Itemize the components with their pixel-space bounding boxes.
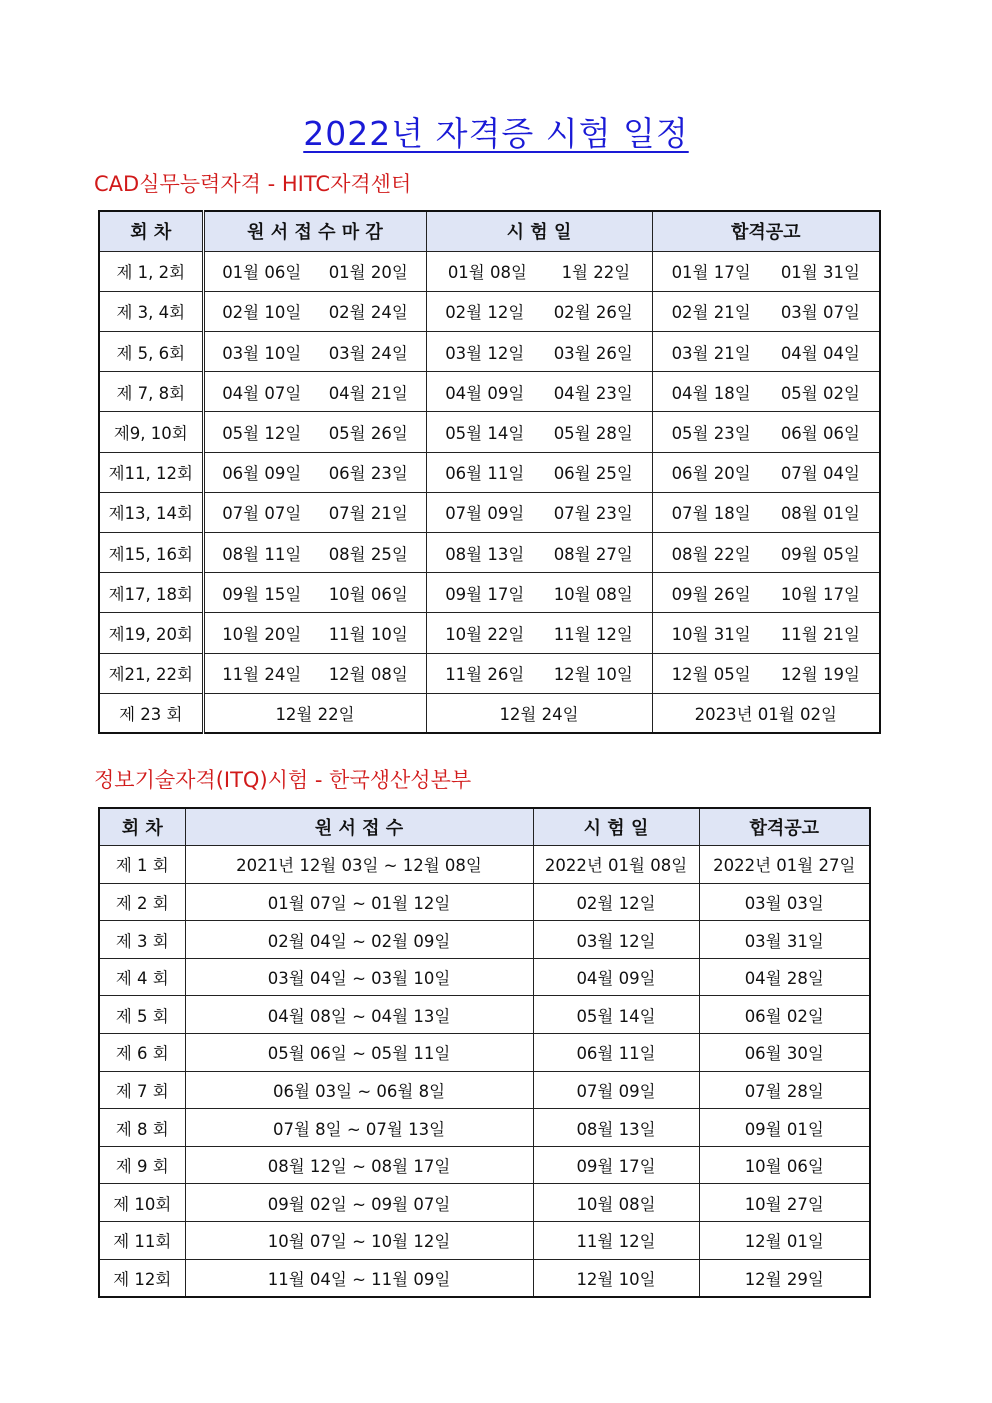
date-pair bbox=[205, 340, 426, 364]
exam-date: 10월 08일 bbox=[553, 584, 633, 604]
result-date: 06월 20일 bbox=[671, 464, 751, 484]
round-cell: 제 1, 2회 bbox=[99, 251, 203, 291]
exam-cell bbox=[426, 412, 652, 452]
round-cell: 제 5, 6회 bbox=[99, 332, 203, 372]
apply-cell bbox=[203, 653, 426, 693]
date-pair bbox=[653, 661, 880, 685]
table-row bbox=[99, 1109, 870, 1147]
table-row bbox=[99, 1259, 870, 1297]
table-row bbox=[99, 1146, 870, 1184]
round-cell: 제 2 회 bbox=[99, 883, 185, 921]
exam-cell bbox=[426, 251, 652, 291]
date-pair bbox=[427, 460, 652, 484]
result-date: 04월 04일 bbox=[780, 343, 860, 363]
date-pair bbox=[205, 581, 426, 605]
result-date: 08월 22일 bbox=[671, 544, 751, 564]
exam-date: 08월 27일 bbox=[553, 544, 633, 564]
table-header-row bbox=[99, 808, 870, 846]
header-result: 합격공고 bbox=[699, 808, 870, 846]
result-cell: 03월 31일 bbox=[699, 921, 870, 959]
round-cell: 제 11회 bbox=[99, 1222, 185, 1260]
table-row bbox=[99, 291, 880, 331]
result-cell bbox=[652, 291, 880, 331]
apply-cell: 03월 04일 ~ 03월 10일 bbox=[185, 958, 533, 996]
exam-date: 05월 28일 bbox=[553, 424, 633, 444]
table-row bbox=[99, 412, 880, 452]
apply-date: 01월 06일 bbox=[222, 263, 302, 283]
round-cell: 제 3 회 bbox=[99, 921, 185, 959]
exam-cell: 07월 09일 bbox=[533, 1071, 699, 1109]
page-title bbox=[0, 108, 992, 155]
exam-date: 07월 09일 bbox=[445, 504, 525, 524]
apply-cell bbox=[203, 573, 426, 613]
exam-cell bbox=[426, 291, 652, 331]
date-pair bbox=[427, 661, 652, 685]
result-date: 07월 18일 bbox=[671, 504, 751, 524]
result-cell: 09월 01일 bbox=[699, 1109, 870, 1147]
apply-cell bbox=[203, 251, 426, 291]
apply-cell bbox=[203, 291, 426, 331]
round-cell: 제 8 회 bbox=[99, 1109, 185, 1147]
date-pair bbox=[653, 460, 880, 484]
table-row bbox=[99, 332, 880, 372]
exam-cell bbox=[426, 452, 652, 492]
date-pair bbox=[653, 621, 880, 645]
result-cell: 2023년 01월 02일 bbox=[652, 693, 880, 733]
date-pair bbox=[205, 299, 426, 323]
table-row bbox=[99, 1071, 870, 1109]
apply-cell: 10월 07일 ~ 10월 12일 bbox=[185, 1222, 533, 1260]
cad-schedule-table bbox=[98, 210, 881, 734]
header-apply-deadline: 원 서 접 수 마 감 bbox=[203, 211, 426, 251]
date-pair bbox=[427, 541, 652, 565]
apply-date: 12월 08일 bbox=[328, 665, 408, 685]
result-cell bbox=[652, 251, 880, 291]
round-cell: 제15, 16회 bbox=[99, 533, 203, 573]
result-cell: 06월 02일 bbox=[699, 996, 870, 1034]
table-row bbox=[99, 251, 880, 291]
result-cell: 06월 30일 bbox=[699, 1034, 870, 1072]
header-round: 회 차 bbox=[99, 808, 185, 846]
result-cell: 2022년 01월 27일 bbox=[699, 846, 870, 884]
result-date: 03월 07일 bbox=[780, 303, 860, 323]
itq-section-title: 정보기술자격(ITQ)시험 - 한국생산성본부 bbox=[94, 768, 472, 792]
date-pair bbox=[653, 420, 880, 444]
apply-cell bbox=[203, 613, 426, 653]
apply-date: 08월 25일 bbox=[328, 544, 408, 564]
result-cell bbox=[652, 573, 880, 613]
exam-cell: 04월 09일 bbox=[533, 958, 699, 996]
result-date: 06월 06일 bbox=[780, 424, 860, 444]
result-date: 11월 21일 bbox=[780, 624, 860, 644]
exam-date: 02월 26일 bbox=[553, 303, 633, 323]
apply-cell: 12월 22일 bbox=[203, 693, 426, 733]
exam-date: 04월 23일 bbox=[553, 383, 633, 403]
round-cell: 제13, 14회 bbox=[99, 492, 203, 532]
apply-cell: 07월 8일 ~ 07월 13일 bbox=[185, 1109, 533, 1147]
date-pair bbox=[427, 259, 652, 283]
table-row bbox=[99, 533, 880, 573]
table-row bbox=[99, 996, 870, 1034]
apply-date: 11월 10일 bbox=[328, 624, 408, 644]
table-row bbox=[99, 653, 880, 693]
result-date: 01월 17일 bbox=[671, 263, 751, 283]
result-date: 12월 19일 bbox=[780, 665, 860, 685]
page-title-text: 2022년 자격증 시험 일정 bbox=[303, 114, 689, 153]
date-pair bbox=[205, 259, 426, 283]
result-date: 07월 04일 bbox=[780, 464, 860, 484]
result-date: 08월 01일 bbox=[780, 504, 860, 524]
round-cell: 제 6 회 bbox=[99, 1034, 185, 1072]
table-row bbox=[99, 1034, 870, 1072]
round-cell: 제 3, 4회 bbox=[99, 291, 203, 331]
table-row bbox=[99, 883, 870, 921]
header-apply: 원 서 접 수 bbox=[185, 808, 533, 846]
exam-date: 02월 12일 bbox=[445, 303, 525, 323]
result-cell bbox=[652, 452, 880, 492]
apply-date: 04월 07일 bbox=[222, 383, 302, 403]
date-pair bbox=[205, 621, 426, 645]
header-exam-date: 시 험 일 bbox=[533, 808, 699, 846]
result-cell bbox=[652, 533, 880, 573]
apply-date: 09월 15일 bbox=[222, 584, 302, 604]
exam-date: 10월 22일 bbox=[445, 624, 525, 644]
result-cell: 07월 28일 bbox=[699, 1071, 870, 1109]
apply-date: 11월 24일 bbox=[222, 665, 302, 685]
result-cell bbox=[652, 613, 880, 653]
apply-date: 05월 12일 bbox=[222, 424, 302, 444]
result-cell bbox=[652, 492, 880, 532]
apply-cell bbox=[203, 452, 426, 492]
round-cell: 제 5 회 bbox=[99, 996, 185, 1034]
apply-cell bbox=[203, 412, 426, 452]
result-cell: 10월 06일 bbox=[699, 1146, 870, 1184]
apply-cell: 2021년 12월 03일 ~ 12월 08일 bbox=[185, 846, 533, 884]
apply-date: 01월 20일 bbox=[328, 263, 408, 283]
round-cell: 제 23 회 bbox=[99, 693, 203, 733]
apply-cell: 09월 02일 ~ 09월 07일 bbox=[185, 1184, 533, 1222]
header-round: 회 차 bbox=[99, 211, 203, 251]
round-cell: 제 10회 bbox=[99, 1184, 185, 1222]
result-cell: 12월 01일 bbox=[699, 1222, 870, 1260]
result-cell bbox=[652, 332, 880, 372]
date-pair bbox=[205, 380, 426, 404]
exam-cell bbox=[426, 533, 652, 573]
exam-date: 04월 09일 bbox=[445, 383, 525, 403]
date-pair bbox=[205, 500, 426, 524]
date-pair bbox=[205, 541, 426, 565]
result-date: 01월 31일 bbox=[780, 263, 860, 283]
table-row bbox=[99, 1184, 870, 1222]
exam-date: 07월 23일 bbox=[553, 504, 633, 524]
exam-cell: 05월 14일 bbox=[533, 996, 699, 1034]
result-date: 12월 05일 bbox=[671, 665, 751, 685]
exam-date: 08월 13일 bbox=[445, 544, 525, 564]
apply-cell bbox=[203, 372, 426, 412]
apply-date: 07월 21일 bbox=[328, 504, 408, 524]
apply-date: 08월 11일 bbox=[222, 544, 302, 564]
date-pair bbox=[653, 299, 880, 323]
apply-date: 03월 10일 bbox=[222, 343, 302, 363]
apply-cell: 08월 12일 ~ 08월 17일 bbox=[185, 1146, 533, 1184]
exam-date: 05월 14일 bbox=[445, 424, 525, 444]
exam-cell bbox=[426, 372, 652, 412]
table-row bbox=[99, 958, 870, 996]
exam-date: 03월 12일 bbox=[445, 343, 525, 363]
apply-cell: 11월 04일 ~ 11월 09일 bbox=[185, 1259, 533, 1297]
round-cell: 제 1 회 bbox=[99, 846, 185, 884]
date-pair bbox=[427, 299, 652, 323]
apply-date: 07월 07일 bbox=[222, 504, 302, 524]
exam-cell bbox=[426, 573, 652, 613]
date-pair bbox=[653, 500, 880, 524]
table-header-row bbox=[99, 211, 880, 251]
exam-cell: 11월 12일 bbox=[533, 1222, 699, 1260]
header-result: 합격공고 bbox=[652, 211, 880, 251]
table-row bbox=[99, 846, 870, 884]
round-cell: 제19, 20회 bbox=[99, 613, 203, 653]
round-cell: 제 9 회 bbox=[99, 1146, 185, 1184]
date-pair bbox=[427, 340, 652, 364]
exam-cell: 08월 13일 bbox=[533, 1109, 699, 1147]
table-row-last bbox=[99, 693, 880, 733]
date-pair bbox=[653, 380, 880, 404]
date-pair bbox=[427, 621, 652, 645]
result-date: 05월 23일 bbox=[671, 424, 751, 444]
table-row bbox=[99, 452, 880, 492]
result-cell bbox=[652, 653, 880, 693]
result-date: 10월 17일 bbox=[780, 584, 860, 604]
round-cell: 제17, 18회 bbox=[99, 573, 203, 613]
result-cell: 10월 27일 bbox=[699, 1184, 870, 1222]
result-date: 09월 26일 bbox=[671, 584, 751, 604]
exam-date: 09월 17일 bbox=[445, 584, 525, 604]
apply-date: 04월 21일 bbox=[328, 383, 408, 403]
exam-cell: 10월 08일 bbox=[533, 1184, 699, 1222]
date-pair bbox=[427, 500, 652, 524]
date-pair bbox=[205, 460, 426, 484]
apply-date: 10월 20일 bbox=[222, 624, 302, 644]
date-pair bbox=[653, 581, 880, 605]
result-date: 09월 05일 bbox=[780, 544, 860, 564]
date-pair bbox=[427, 420, 652, 444]
exam-date: 01월 08일 bbox=[447, 263, 527, 283]
exam-date: 11월 26일 bbox=[445, 665, 525, 685]
apply-cell: 01월 07일 ~ 01월 12일 bbox=[185, 883, 533, 921]
exam-cell: 12월 24일 bbox=[426, 693, 652, 733]
table-row bbox=[99, 613, 880, 653]
result-date: 10월 31일 bbox=[671, 624, 751, 644]
table-row bbox=[99, 573, 880, 613]
exam-date: 06월 11일 bbox=[445, 464, 525, 484]
apply-cell: 06월 03일 ~ 06월 8일 bbox=[185, 1071, 533, 1109]
exam-date: 11월 12일 bbox=[553, 624, 633, 644]
result-cell: 04월 28일 bbox=[699, 958, 870, 996]
apply-date: 02월 24일 bbox=[328, 303, 408, 323]
cad-section-title: CAD실무능력자격 - HITC자격센터 bbox=[94, 172, 412, 196]
date-pair bbox=[427, 380, 652, 404]
exam-date: 1월 22일 bbox=[561, 263, 631, 283]
result-cell: 03월 03일 bbox=[699, 883, 870, 921]
round-cell: 제9, 10회 bbox=[99, 412, 203, 452]
apply-cell: 04월 08일 ~ 04월 13일 bbox=[185, 996, 533, 1034]
date-pair bbox=[205, 420, 426, 444]
apply-cell bbox=[203, 332, 426, 372]
result-date: 02월 21일 bbox=[671, 303, 751, 323]
header-exam-date: 시 험 일 bbox=[426, 211, 652, 251]
result-cell bbox=[652, 372, 880, 412]
exam-cell bbox=[426, 653, 652, 693]
result-cell: 12월 29일 bbox=[699, 1259, 870, 1297]
apply-date: 03월 24일 bbox=[328, 343, 408, 363]
exam-cell: 06월 11일 bbox=[533, 1034, 699, 1072]
round-cell: 제 4 회 bbox=[99, 958, 185, 996]
table-row bbox=[99, 1222, 870, 1260]
table-row bbox=[99, 492, 880, 532]
date-pair bbox=[427, 581, 652, 605]
exam-cell: 03월 12일 bbox=[533, 921, 699, 959]
apply-date: 06월 23일 bbox=[328, 464, 408, 484]
apply-date: 02월 10일 bbox=[222, 303, 302, 323]
exam-cell: 09월 17일 bbox=[533, 1146, 699, 1184]
date-pair bbox=[653, 541, 880, 565]
exam-cell: 12월 10일 bbox=[533, 1259, 699, 1297]
apply-date: 10월 06일 bbox=[328, 584, 408, 604]
date-pair bbox=[653, 340, 880, 364]
apply-date: 05월 26일 bbox=[328, 424, 408, 444]
exam-cell: 02월 12일 bbox=[533, 883, 699, 921]
date-pair bbox=[653, 259, 880, 283]
apply-cell: 05월 06일 ~ 05월 11일 bbox=[185, 1034, 533, 1072]
exam-date: 06월 25일 bbox=[553, 464, 633, 484]
result-date: 04월 18일 bbox=[671, 383, 751, 403]
result-date: 03월 21일 bbox=[671, 343, 751, 363]
round-cell: 제 12회 bbox=[99, 1259, 185, 1297]
date-pair bbox=[205, 661, 426, 685]
result-date: 05월 02일 bbox=[780, 383, 860, 403]
round-cell: 제 7 회 bbox=[99, 1071, 185, 1109]
exam-cell: 2022년 01월 08일 bbox=[533, 846, 699, 884]
result-cell bbox=[652, 412, 880, 452]
exam-date: 03월 26일 bbox=[553, 343, 633, 363]
exam-cell bbox=[426, 332, 652, 372]
apply-cell bbox=[203, 492, 426, 532]
exam-date: 12월 10일 bbox=[553, 665, 633, 685]
exam-cell bbox=[426, 492, 652, 532]
round-cell: 제21, 22회 bbox=[99, 653, 203, 693]
itq-schedule-table bbox=[98, 807, 871, 1298]
table-row bbox=[99, 921, 870, 959]
apply-cell bbox=[203, 533, 426, 573]
round-cell: 제11, 12회 bbox=[99, 452, 203, 492]
exam-cell bbox=[426, 613, 652, 653]
table-row bbox=[99, 372, 880, 412]
apply-cell: 02월 04일 ~ 02월 09일 bbox=[185, 921, 533, 959]
apply-date: 06월 09일 bbox=[222, 464, 302, 484]
round-cell: 제 7, 8회 bbox=[99, 372, 203, 412]
